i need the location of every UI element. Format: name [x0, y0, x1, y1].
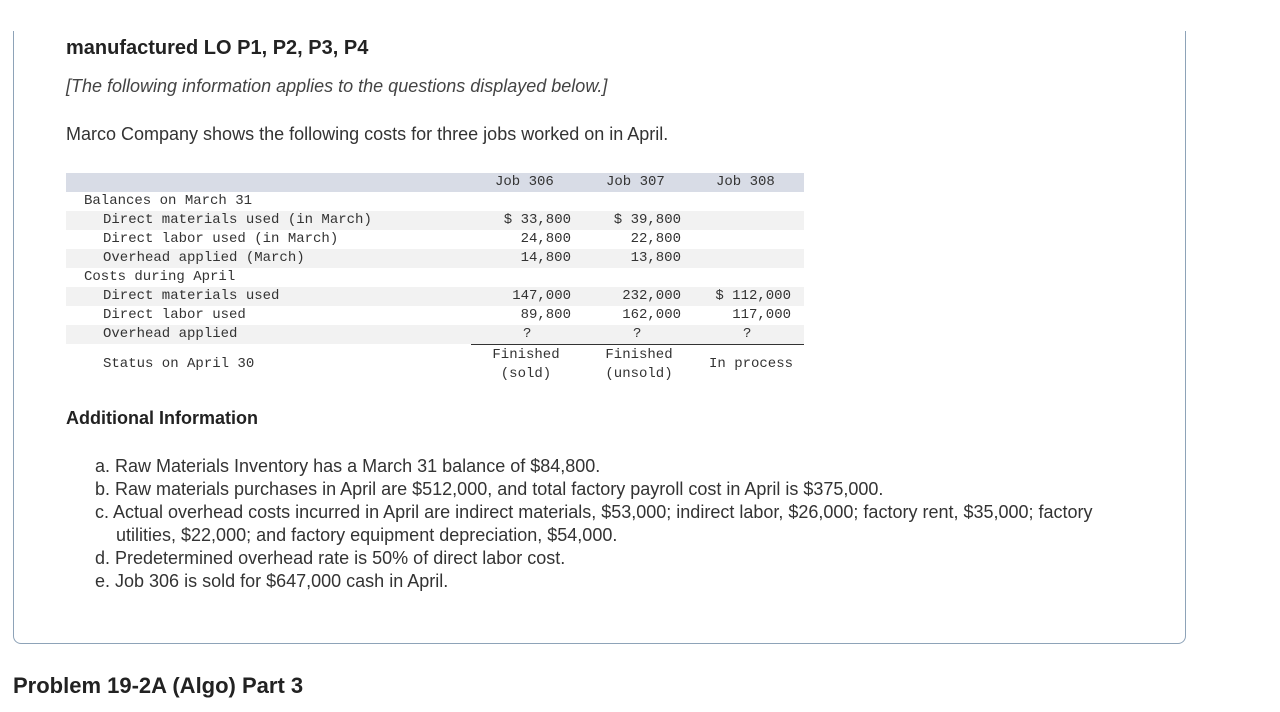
- list-item: c. Actual overhead costs incurred in April are indirect materials, $53,000; indirect labor, $26,000; factory rent, $35,000; factory utilities, $22,000; and factory equipment depreciation, $54,000.: [95, 502, 1093, 545]
- table-row: [66, 230, 804, 249]
- section-row: [66, 192, 804, 211]
- problem-heading: manufactured LO P1, P2, P3, P4: [66, 37, 369, 59]
- info-note: [The following information applies to the questions displayed below.]: [66, 76, 608, 96]
- cell-value: $ 33,800: [503, 212, 571, 228]
- cell-value: 162,000: [622, 307, 681, 323]
- job-costs-table: [66, 173, 804, 385]
- row-label: Direct materials used: [103, 288, 280, 304]
- table-header-row: [66, 173, 804, 192]
- column-header-job-306: Job 306: [495, 174, 554, 190]
- cell-value: ?: [743, 326, 752, 342]
- list-item: a. Raw Materials Inventory has a March 31 balance of $84,800.: [95, 456, 601, 476]
- cell-value: ?: [633, 326, 642, 342]
- row-label: Overhead applied: [103, 326, 238, 342]
- list-item: e. Job 306 is sold for $647,000 cash in April.: [95, 571, 449, 591]
- row-label: Overhead applied (March): [103, 250, 305, 266]
- cell-value: $ 112,000: [715, 288, 791, 304]
- cell-value: 147,000: [512, 288, 571, 304]
- cell-value: 117,000: [732, 307, 791, 323]
- column-header-job-308: Job 308: [716, 174, 775, 190]
- list-item: b. Raw materials purchases in April are $512,000, and total factory payroll cost in April is $375,000.: [95, 479, 884, 499]
- cell-value: 14,800: [520, 250, 571, 266]
- list-item: d. Predetermined overhead rate is 50% of direct labor cost.: [95, 548, 566, 568]
- table-row: [66, 325, 804, 344]
- cell-value: ?: [523, 326, 532, 342]
- status-job-307: Finished (unsold): [605, 347, 673, 382]
- cell-value: 13,800: [630, 250, 681, 266]
- cell-value: 232,000: [622, 288, 681, 304]
- cell-value: $ 39,800: [613, 212, 681, 228]
- column-header-job-307: Job 307: [606, 174, 665, 190]
- cell-value: 22,800: [630, 231, 681, 247]
- part-title: Problem 19-2A (Algo) Part 3: [13, 673, 304, 698]
- additional-info-title: Additional Information: [66, 408, 258, 428]
- table-row: [66, 249, 804, 268]
- table-row: [66, 287, 804, 306]
- section-row: [66, 268, 804, 287]
- additional-info-list: [95, 455, 1095, 593]
- cell-value: 24,800: [520, 231, 571, 247]
- status-job-306: Finished (sold): [492, 347, 560, 382]
- status-row: [471, 344, 804, 385]
- section-label: Balances on March 31: [84, 193, 253, 209]
- status-job-308: In process: [708, 356, 793, 372]
- section-label: Costs during April: [84, 269, 236, 285]
- row-label: Direct labor used: [103, 307, 246, 323]
- intro-text: Marco Company shows the following costs for three jobs worked on in April.: [66, 124, 669, 144]
- cell-value: 89,800: [520, 307, 571, 323]
- row-label: Status on April 30: [103, 356, 255, 372]
- table-row: [66, 211, 804, 230]
- table-row: [66, 306, 804, 325]
- row-label: Direct labor used (in March): [103, 231, 339, 247]
- row-label: Direct materials used (in March): [103, 212, 372, 228]
